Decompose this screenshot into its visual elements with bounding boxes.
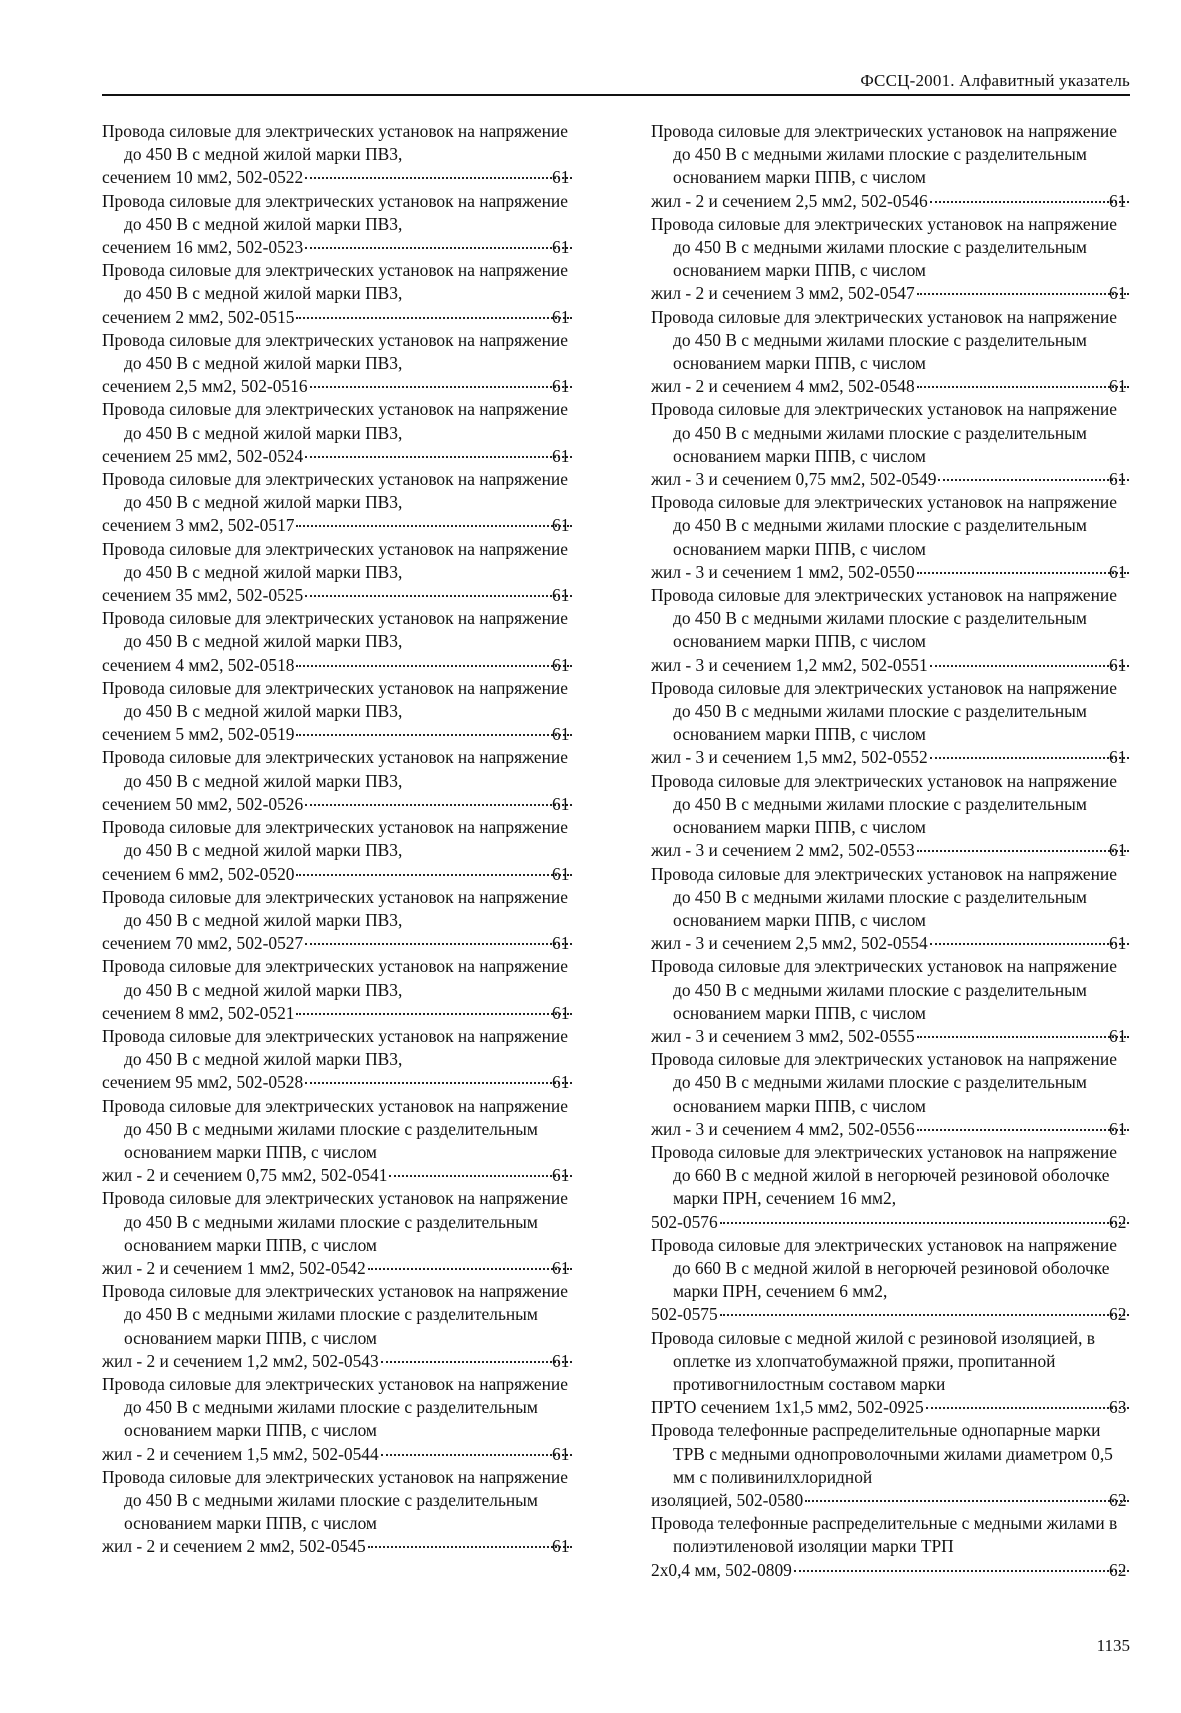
entry-text: Провода силовые для электрических установок на напряжение до 450 В с медными жилами плоские с разделительным основанием марки ППВ, с числом [651, 306, 1117, 374]
index-entry [651, 1512, 1131, 1582]
entry-last-text: сечением 2,5 мм2, 502-0516 [102, 376, 308, 397]
index-entry [651, 677, 1131, 770]
dot-leader [381, 1454, 572, 1456]
entry-text: Провода силовые для электрических установок на напряжение до 450 В с медной жилой марки ПВ3, [102, 329, 568, 374]
dot-leader [794, 1570, 1129, 1572]
dot-leader [305, 1082, 572, 1084]
entry-last-text: сечением 50 мм2, 502-0526 [102, 793, 304, 814]
entry-last-text: жил - 2 и сечением 1,2 мм2, 502-0543 [102, 1350, 379, 1371]
dot-leader [305, 456, 572, 458]
entry-last-line: жил - 2 и сечением 1,2 мм2, 502-0543 61 [124, 1350, 574, 1373]
entry-last-line: жил - 3 и сечением 1 мм2, 502-0550 61 [673, 561, 1131, 584]
index-entry [102, 1025, 574, 1095]
index-entry [102, 1280, 574, 1373]
index-entry [102, 677, 574, 747]
index-entry [102, 538, 574, 608]
index-entry [651, 1141, 1131, 1234]
index-entry [651, 955, 1131, 1048]
entry-text: Провода силовые для электрических установок на напряжение до 450 В с медными жилами плоские с разделительным основанием марки ППВ, с числом [102, 1095, 568, 1162]
entry-last-line: жил - 3 и сечением 0,75 мм2, 502-0549 61 [673, 468, 1131, 491]
entry-text: Провода силовые для электрических установок на напряжение до 450 В с медными жилами плоские с разделительным основанием марки ППВ, с числом [651, 770, 1117, 838]
index-entry [651, 1327, 1131, 1420]
entry-last-text: жил - 3 и сечением 0,75 мм2, 502-0549 [651, 469, 937, 490]
entry-last-text: изоляцией, 502-0580 [651, 1489, 804, 1510]
dot-leader [310, 386, 572, 388]
entry-last-text: сечением 2 мм2, 502-0515 [102, 306, 295, 327]
entry-last-text: жил - 2 и сечением 3 мм2, 502-0547 [651, 283, 915, 304]
index-entry [651, 1419, 1131, 1512]
entry-text: Провода силовые с медной жилой с резиновой изоляцией, в оплетке из хлопчатобумажной пряжи, пропитанной противогнилостным составом марки [651, 1327, 1096, 1394]
entry-last-text: сечением 10 мм2, 502-0522 [102, 167, 304, 188]
index-entry [651, 1234, 1131, 1327]
dot-leader [296, 1013, 572, 1015]
header-title: ФССЦ-2001. Алфавитный указатель [860, 71, 1130, 90]
entry-text: Провода силовые для электрических установок на напряжение до 450 В с медными жилами плоские с разделительным основанием марки ППВ, с числом [651, 121, 1117, 188]
page-number: 1135 [1096, 1636, 1130, 1655]
dot-leader [720, 1222, 1129, 1224]
dot-leader [930, 201, 1129, 203]
entry-last-text: жил - 2 и сечением 0,75 мм2, 502-0541 [102, 1165, 388, 1186]
dot-leader [305, 177, 572, 179]
entry-last-text: жил - 2 и сечением 2 мм2, 502-0545 [102, 1536, 366, 1557]
dot-leader [368, 1546, 572, 1548]
entry-text: Провода силовые для электрических установок на напряжение до 450 В с медной жилой марки ПВ3, [102, 1025, 568, 1070]
index-entry [102, 607, 574, 677]
index-entry [651, 770, 1131, 863]
entry-last-line: сечением 70 мм2, 502-0527 61 [124, 932, 574, 955]
index-column-right [651, 120, 1131, 1582]
dot-leader [389, 1175, 572, 1177]
index-entry [102, 955, 574, 1025]
dot-leader [296, 665, 572, 667]
index-entry [651, 491, 1131, 584]
entry-last-line: сечением 2 мм2, 502-0515 61 [124, 306, 574, 329]
entry-text: Провода силовые для электрических установок на напряжение до 450 В с медной жилой марки ПВ3, [102, 399, 568, 443]
entry-last-line: жил - 3 и сечением 3 мм2, 502-0555 61 [673, 1025, 1131, 1048]
dot-leader [930, 943, 1129, 945]
entry-last-line: 2х0,4 мм, 502-0809 62 [673, 1559, 1131, 1582]
entry-text: Провода силовые для электрических установок на напряжение до 450 В с медной жилой марки ПВ3, [102, 538, 568, 582]
entry-text: Провода силовые для электрических установок на напряжение до 660 В с медной жилой в негорючей резиновой оболочке марки ПРН, сечением 6 мм2, [651, 1234, 1117, 1302]
entry-last-text: сечением 5 мм2, 502-0519 [102, 724, 295, 745]
index-entry [651, 120, 1131, 213]
entry-last-line: сечением 35 мм2, 502-0525 61 [124, 584, 574, 607]
entry-text: Провода силовые для электрических установок на напряжение до 450 В с медной жилой марки ПВ3, [102, 956, 568, 1000]
entry-last-text: 502-0575 [651, 1304, 718, 1325]
entry-last-line: жил - 3 и сечением 4 мм2, 502-0556 61 [673, 1118, 1131, 1141]
entry-last-line: жил - 2 и сечением 2,5 мм2, 502-0546 61 [673, 190, 1131, 213]
entry-text: Провода силовые для электрических установок на напряжение до 450 В с медными жилами плоские с разделительным основанием марки ППВ, с числом [651, 956, 1117, 1023]
dot-leader [296, 874, 572, 876]
index-entry [102, 190, 574, 260]
entry-text: Провода силовые для электрических установок на напряжение до 450 В с медной жилой марки ПВ3, [102, 677, 568, 722]
entry-last-text: сечением 8 мм2, 502-0521 [102, 1002, 295, 1023]
dot-leader [805, 1500, 1129, 1502]
entry-last-line: 502-0575 62 [673, 1303, 1131, 1326]
entry-last-text: сечением 6 мм2, 502-0520 [102, 863, 295, 884]
dot-leader [917, 293, 1129, 295]
entry-last-text: жил - 2 и сечением 4 мм2, 502-0548 [651, 376, 915, 397]
entry-text: Провода силовые для электрических установок на напряжение до 450 В с медными жилами плоские с разделительным основанием марки ППВ, с числом [651, 585, 1117, 652]
index-entry [651, 398, 1131, 491]
entry-last-text: жил - 3 и сечением 1 мм2, 502-0550 [651, 561, 915, 582]
entry-last-line: жил - 2 и сечением 2 мм2, 502-0545 61 [124, 1535, 574, 1558]
index-entry [102, 1466, 574, 1559]
entry-last-line: сечением 5 мм2, 502-0519 61 [124, 723, 574, 746]
entry-last-text: жил - 3 и сечением 4 мм2, 502-0556 [651, 1118, 915, 1139]
entry-last-line: сечением 10 мм2, 502-0522 61 [124, 166, 574, 189]
entry-last-text: сечением 70 мм2, 502-0527 [102, 933, 304, 954]
index-entry [651, 863, 1131, 956]
dot-leader [938, 479, 1129, 481]
index-entry [102, 468, 574, 538]
entry-last-text: сечением 25 мм2, 502-0524 [102, 445, 304, 466]
entry-last-text: жил - 3 и сечением 2 мм2, 502-0553 [651, 840, 915, 861]
entry-last-line: жил - 2 и сечением 3 мм2, 502-0547 61 [673, 282, 1131, 305]
index-entry [102, 1373, 574, 1466]
entry-last-text: жил - 3 и сечением 3 мм2, 502-0555 [651, 1025, 915, 1046]
dot-leader [296, 734, 572, 736]
dot-leader [305, 943, 572, 945]
entry-last-text: 502-0576 [651, 1211, 718, 1232]
entry-text: Провода силовые для электрических установок на напряжение до 450 В с медной жилой марки ПВ3, [102, 190, 568, 234]
dot-leader [917, 850, 1129, 852]
page-header [102, 68, 1130, 96]
entry-last-line: сечением 6 мм2, 502-0520 61 [124, 863, 574, 886]
index-entry [102, 120, 574, 190]
index-entry [102, 746, 574, 816]
entry-text: Провода силовые для электрических установок на напряжение до 450 В с медной жилой марки ПВ3, [102, 886, 568, 930]
dot-leader [305, 595, 572, 597]
entry-last-line: сечением 2,5 мм2, 502-0516 61 [124, 375, 574, 398]
entry-last-line: жил - 2 и сечением 4 мм2, 502-0548 61 [673, 375, 1131, 398]
index-entry [102, 398, 574, 468]
entry-last-text: жил - 2 и сечением 1 мм2, 502-0542 [102, 1257, 366, 1278]
index-entry [102, 886, 574, 956]
entry-text: Провода силовые для электрических установок на напряжение до 450 В с медными жилами плоские с разделительным основанием марки ППВ, с числом [102, 1281, 568, 1348]
entry-last-text: сечением 4 мм2, 502-0518 [102, 654, 295, 675]
entry-text: Провода силовые для электрических установок на напряжение до 450 В с медной жилой марки ПВ3, [102, 469, 568, 513]
entry-last-line: сечением 3 мм2, 502-0517 61 [124, 514, 574, 537]
entry-last-text: жил - 3 и сечением 2,5 мм2, 502-0554 [651, 933, 928, 954]
entry-last-line: сечением 95 мм2, 502-0528 61 [124, 1071, 574, 1094]
entry-last-text: 2х0,4 мм, 502-0809 [651, 1559, 792, 1580]
index-entry [651, 1048, 1131, 1141]
index-column-left [102, 120, 574, 1559]
entry-last-text: жил - 3 и сечением 1,2 мм2, 502-0551 [651, 654, 928, 675]
entry-text: Провода телефонные распределительные с медными жилами в полиэтиленовой изоляции марки ТРП [651, 1513, 1118, 1557]
index-entry [102, 1187, 574, 1280]
entry-text: Провода силовые для электрических установок на напряжение до 450 В с медными жилами плоские с разделительным основанием марки ППВ, с числом [651, 863, 1117, 930]
dot-leader [926, 1407, 1129, 1409]
entry-last-line: 502-0576 62 [673, 1211, 1131, 1234]
index-entry [102, 816, 574, 886]
entry-text: Провода силовые для электрических установок на напряжение до 450 В с медными жилами плоские с разделительным основанием марки ППВ, с числом [651, 399, 1117, 466]
entry-text: Провода силовые для электрических установок на напряжение до 450 В с медными жилами плоские с разделительным основанием марки ППВ, с числом [651, 492, 1117, 559]
entry-last-line: жил - 2 и сечением 1 мм2, 502-0542 61 [124, 1257, 574, 1280]
entry-last-line: изоляцией, 502-0580 62 [673, 1489, 1131, 1512]
dot-leader [930, 665, 1129, 667]
entry-last-line: сечением 25 мм2, 502-0524 61 [124, 445, 574, 468]
entry-last-text: сечением 35 мм2, 502-0525 [102, 585, 304, 606]
entry-last-line: жил - 2 и сечением 0,75 мм2, 502-0541 61 [124, 1164, 574, 1187]
entry-text: Провода силовые для электрических установок на напряжение до 450 В с медными жилами плоские с разделительным основанием марки ППВ, с числом [102, 1373, 568, 1441]
dot-leader [917, 572, 1129, 574]
entry-last-line: сечением 50 мм2, 502-0526 61 [124, 793, 574, 816]
dot-leader [917, 1036, 1129, 1038]
dot-leader [930, 757, 1129, 759]
entry-last-text: ПРТО сечением 1х1,5 мм2, 502-0925 [651, 1397, 924, 1418]
dot-leader [917, 1129, 1129, 1131]
entry-last-text: жил - 3 и сечением 1,5 мм2, 502-0552 [651, 747, 928, 768]
entry-last-line: жил - 3 и сечением 1,2 мм2, 502-0551 61 [673, 654, 1131, 677]
entry-text: Провода силовые для электрических установок на напряжение до 450 В с медной жилой марки ПВ3, [102, 747, 568, 791]
entry-text: Провода силовые для электрических установок на напряжение до 450 В с медными жилами плоские с разделительным основанием марки ППВ, с числом [651, 1049, 1117, 1116]
index-entry [102, 329, 574, 399]
dot-leader [296, 525, 572, 527]
entry-last-text: жил - 2 и сечением 2,5 мм2, 502-0546 [651, 190, 928, 211]
entry-last-line: жил - 3 и сечением 2,5 мм2, 502-0554 61 [673, 932, 1131, 955]
index-entry [651, 306, 1131, 399]
entry-text: Провода силовые для электрических установок на напряжение до 660 В с медной жилой в негорючей резиновой оболочке марки ПРН, сечением 16 мм2, [651, 1141, 1117, 1209]
entry-text: Провода силовые для электрических установок на напряжение до 450 В с медными жилами плоские с разделительным основанием марки ППВ, с числом [102, 1188, 568, 1255]
entry-last-line: сечением 4 мм2, 502-0518 61 [124, 654, 574, 677]
dot-leader [368, 1268, 572, 1270]
entry-text: Провода силовые для электрических установок на напряжение до 450 В с медными жилами плоские с разделительным основанием марки ППВ, с числом [651, 677, 1117, 745]
index-entry [651, 584, 1131, 677]
entry-text: Провода силовые для электрических установок на напряжение до 450 В с медной жилой марки ПВ3, [102, 817, 568, 861]
dot-leader [720, 1314, 1129, 1316]
index-entry [102, 1095, 574, 1188]
entry-last-line: жил - 3 и сечением 1,5 мм2, 502-0552 61 [673, 746, 1131, 769]
index-entry [102, 259, 574, 329]
entry-text: Провода силовые для электрических установок на напряжение до 450 В с медными жилами плоские с разделительным основанием марки ППВ, с числом [651, 213, 1117, 281]
entry-last-line: жил - 3 и сечением 2 мм2, 502-0553 61 [673, 839, 1131, 862]
entry-last-text: жил - 2 и сечением 1,5 мм2, 502-0544 [102, 1443, 379, 1464]
dot-leader [381, 1361, 572, 1363]
index-entry [651, 213, 1131, 306]
entry-last-line: ПРТО сечением 1х1,5 мм2, 502-0925 63 [673, 1396, 1131, 1419]
dot-leader [296, 317, 572, 319]
dot-leader [305, 804, 572, 806]
entry-last-line: сечением 8 мм2, 502-0521 61 [124, 1002, 574, 1025]
entry-last-line: жил - 2 и сечением 1,5 мм2, 502-0544 61 [124, 1443, 574, 1466]
dot-leader [917, 386, 1129, 388]
entry-last-text: сечением 95 мм2, 502-0528 [102, 1072, 304, 1093]
entry-text: Провода силовые для электрических установок на напряжение до 450 В с медной жилой марки ПВ3, [102, 121, 568, 165]
entry-text: Провода телефонные распределительные однопарные марки ТРВ с медными однопроволочными жилами диаметром 0,5 мм с поливинилхлоридной [651, 1420, 1113, 1487]
entry-text: Провода силовые для электрических установок на напряжение до 450 В с медной жилой марки ПВ3, [102, 260, 568, 304]
dot-leader [305, 247, 572, 249]
entry-last-line: сечением 16 мм2, 502-0523 61 [124, 236, 574, 259]
entry-last-text: сечением 3 мм2, 502-0517 [102, 515, 295, 536]
entry-text: Провода силовые для электрических установок на напряжение до 450 В с медной жилой марки ПВ3, [102, 608, 568, 652]
entry-last-text: сечением 16 мм2, 502-0523 [102, 237, 304, 258]
entry-text: Провода силовые для электрических установок на напряжение до 450 В с медными жилами плоские с разделительным основанием марки ППВ, с числом [102, 1466, 568, 1534]
